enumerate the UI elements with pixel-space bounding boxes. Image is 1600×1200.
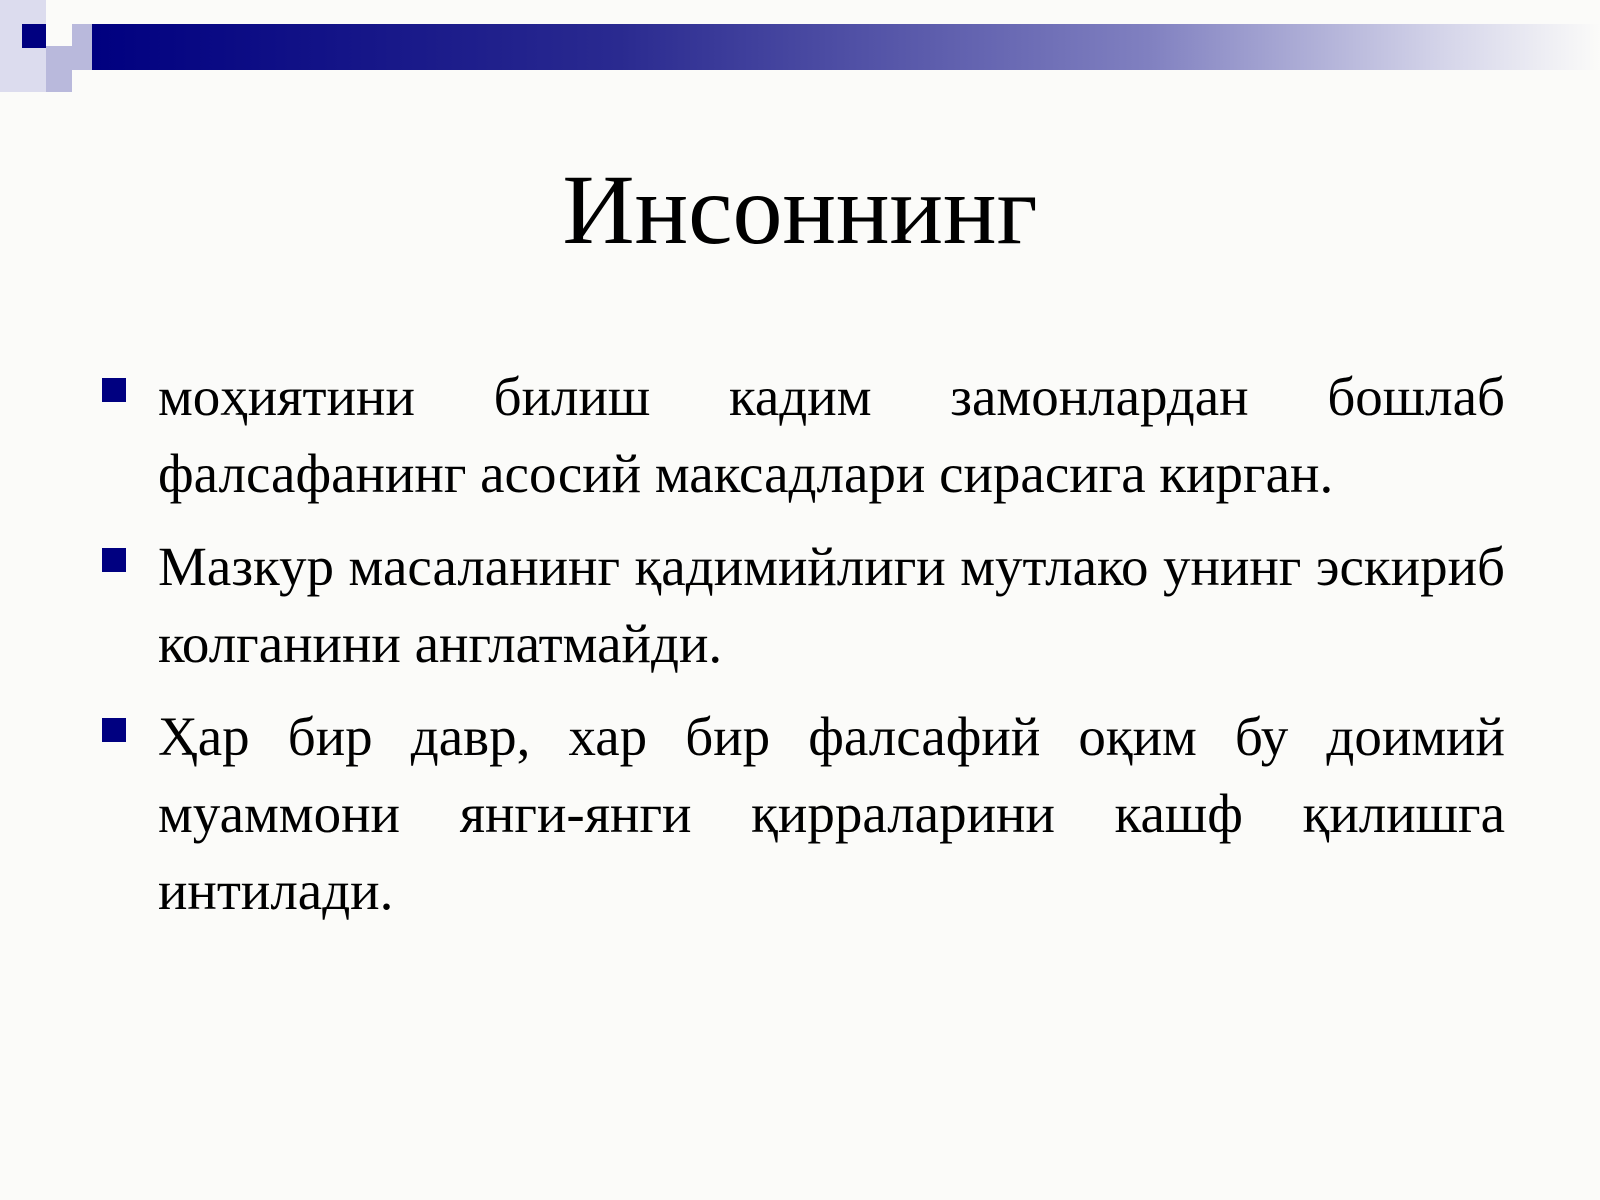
header-gradient-bar	[92, 24, 1600, 70]
square-bullet-icon	[102, 718, 126, 742]
square-bullet-icon	[102, 378, 126, 402]
bullet-item	[100, 698, 1505, 929]
corner-decoration-square	[46, 46, 72, 92]
bullet-text: моҳиятини билиш кадим замонлардан бошлаб фалсафанинг асосий максадлари сирасига кирган.	[158, 366, 1505, 504]
corner-decoration-square	[72, 24, 92, 70]
bullet-list	[100, 358, 1505, 945]
bullet-item	[100, 528, 1505, 682]
corner-decoration-square	[22, 24, 46, 48]
bullet-text: Ҳар бир давр, хар бир фалсафий оқим бу доимий муаммони янги-янги қирраларини кашф қилишга интилади.	[158, 706, 1505, 921]
slide-title: Инсоннинг	[562, 154, 1038, 265]
bullet-item	[100, 358, 1505, 512]
bullet-text: Мазкур масаланинг қадимийлиги мутлако унинг эскириб колганини англатмайди.	[158, 536, 1505, 674]
square-bullet-icon	[102, 548, 126, 572]
